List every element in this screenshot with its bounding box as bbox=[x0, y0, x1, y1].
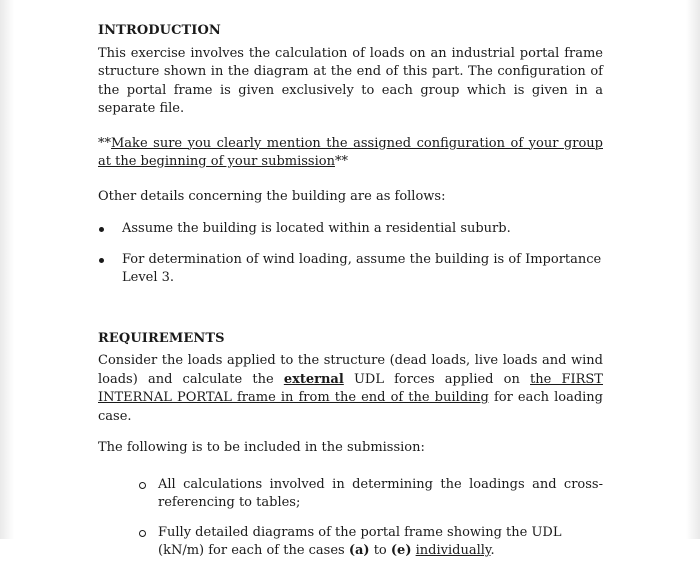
requirements-text-2: UDL forces applied on bbox=[343, 371, 531, 387]
requirements-text-1: Consider the loads applied to the structure (dead loads, live loads and wind loads) and calculate the bbox=[98, 353, 603, 387]
item2-end: . bbox=[490, 543, 495, 558]
submission-items-list bbox=[98, 476, 603, 561]
individually-text: individually bbox=[415, 543, 491, 558]
item2-text: Fully detailed diagrams of the portal frame showing the UDL (kN/m) for each of the cases bbox=[158, 524, 562, 558]
list-item: Assume the building is located within a residential suburb. bbox=[98, 220, 603, 239]
external-emphasis: external bbox=[283, 371, 344, 387]
included-intro-text: The following is to be included in the submission: bbox=[98, 440, 425, 455]
case-a-label: (a) bbox=[348, 543, 370, 558]
case-e-label: (e) bbox=[390, 543, 412, 558]
list-item bbox=[158, 524, 603, 561]
requirements-paragraph bbox=[98, 352, 603, 426]
note-suffix: ** bbox=[334, 154, 348, 169]
requirements-text-3: for each loading case. bbox=[98, 390, 603, 424]
requirements-heading: REQUIREMENTS bbox=[98, 330, 225, 346]
submission-note bbox=[98, 135, 603, 172]
other-details-text: Other details concerning the building are as follows: bbox=[98, 188, 446, 204]
note-underlined-text: Make sure you clearly mention the assigned configuration of your group at the beginning of your submission bbox=[98, 135, 603, 169]
first-internal-portal-text: the FIRST INTERNAL PORTAL frame in from the end of the building bbox=[98, 371, 603, 405]
introduction-heading: INTRODUCTION bbox=[98, 23, 221, 38]
list-item: For determination of wind loading, assume the building is of Importance Level 3. bbox=[98, 251, 603, 288]
document-content bbox=[98, 22, 603, 561]
item2-to-text: to bbox=[369, 543, 391, 558]
note-prefix: ** bbox=[98, 135, 111, 151]
building-details-list bbox=[98, 220, 603, 288]
introduction-paragraph: This exercise involves the calculation of loads on an industrial portal frame structure shown in the diagram at the end of this part. The configuration of the portal frame is given exclusively to each group which is given in a separate file. bbox=[98, 45, 603, 116]
list-item: All calculations involved in determining the loadings and cross-referencing to tables; bbox=[158, 476, 603, 513]
